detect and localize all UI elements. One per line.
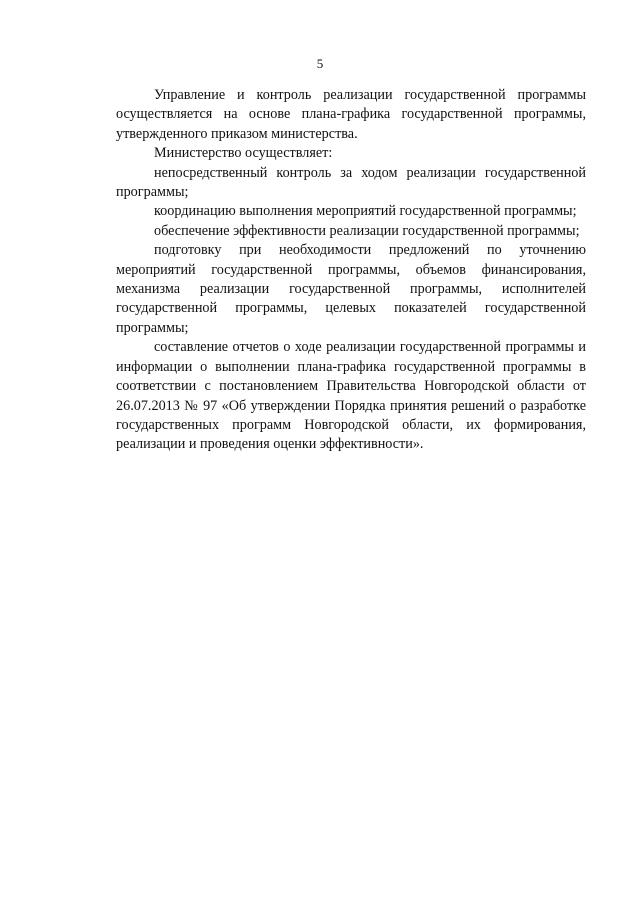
paragraph-direct-control: непосредственный контроль за ходом реализации государственной программы; <box>116 164 586 201</box>
paragraph-efficiency: обеспечение эффективности реализации государственной программы; <box>154 222 580 239</box>
paragraph-management-control: Управление и контроль реализации государственной программы осуществляется на основе плана-графика государственной программы, утвержденного приказом министерства. <box>116 87 586 142</box>
page-number: 5 <box>316 56 324 71</box>
paragraph-reports: составление отчетов о ходе реализации государственной программы и информации о выполнении плана-графика государственной программы в соответствии с постановлением Правительства Новгородской области от 26.07.2013 № 97 «Об утверждении Порядка принятия решений о разработке государственных программ Новгородской области, их формирования, реализации и проведения оценки эффективности». <box>116 339 586 453</box>
document-body <box>116 86 586 455</box>
paragraph-coordination: координацию выполнения мероприятий государственной программы; <box>154 203 577 220</box>
paragraph-proposals: подготовку при необходимости предложений по уточнению мероприятий государственной программы, объемов финансирования, механизма реализации государственной программы, исполнителей государственной программы, целевых показателей государственной программы; <box>116 242 586 336</box>
paragraph-ministry-performs: Министерство осуществляет: <box>154 145 333 162</box>
